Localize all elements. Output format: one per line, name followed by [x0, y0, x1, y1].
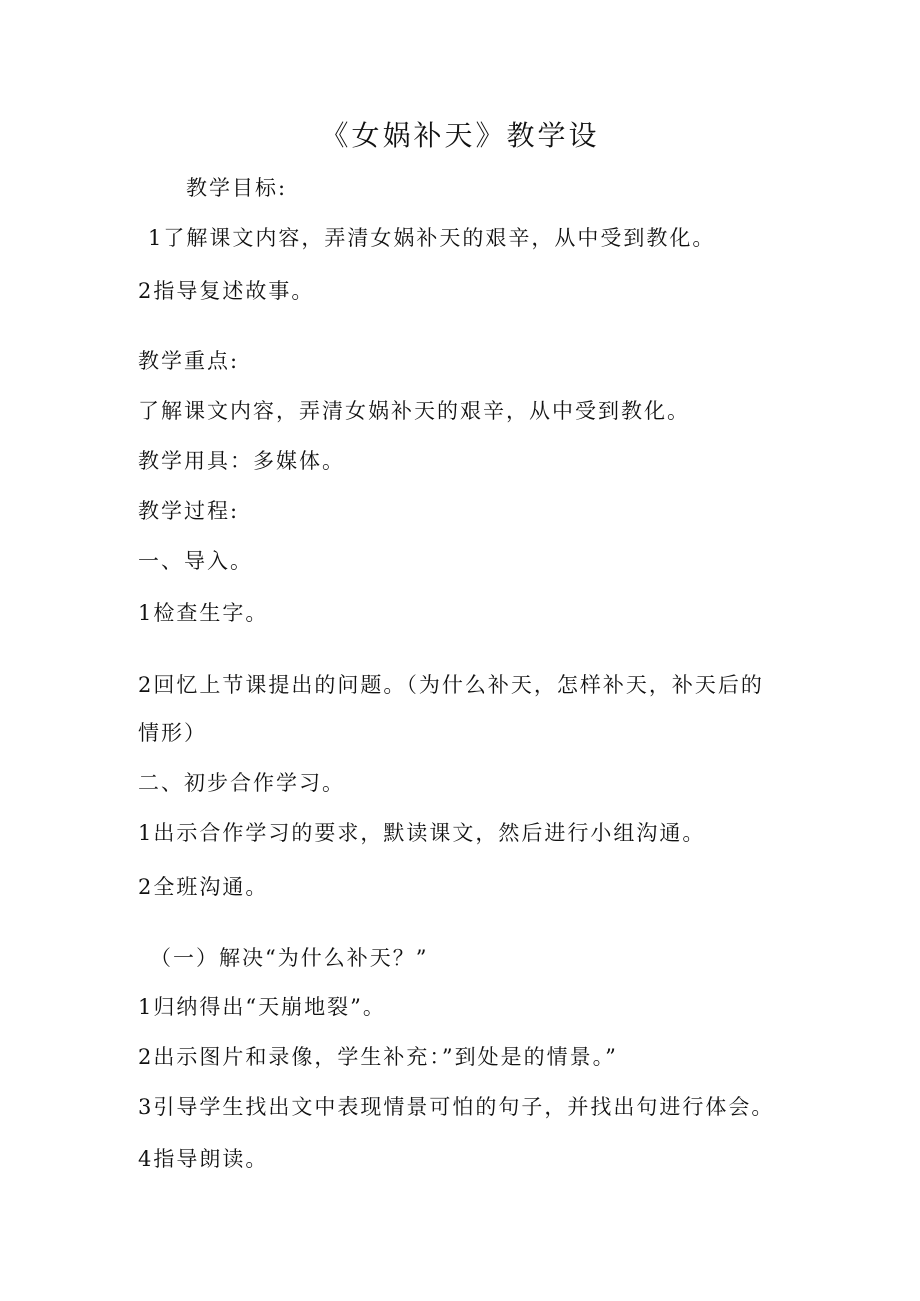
section-intro: 一、导入。 — [138, 549, 253, 573]
why-step-2: 2出示图片和录像，学生补充：”到处是的情景。” — [138, 1045, 618, 1069]
why-step-1: 1归纳得出“天崩地裂”。 — [138, 995, 386, 1019]
heading-key-points: 教学重点: — [138, 349, 240, 373]
intro-step-2-cont: 情形） — [138, 721, 207, 745]
objective-1: 1了解课文内容，弄清女娲补天的艰辛，从中受到教化。 — [148, 226, 716, 250]
section-cooperative: 二、初步合作学习。 — [138, 771, 345, 795]
heading-process: 教学过程: — [138, 499, 240, 523]
intro-step-2: 2回忆上节课提出的问题。（为什么补天，怎样补天，补天后的 — [138, 673, 764, 697]
objective-2: 2指导复述故事。 — [138, 279, 315, 303]
key-point-text: 了解课文内容，弄清女娲补天的艰辛，从中受到教化。 — [138, 399, 690, 423]
coop-step-1: 1出示合作学习的要求，默读课文，然后进行小组沟通。 — [138, 821, 706, 845]
intro-step-1: 1检查生字。 — [138, 601, 269, 625]
subsection-why: （一）解决“为什么补天？” — [150, 946, 429, 970]
teaching-tools: 教学用具：多媒体。 — [138, 449, 345, 473]
coop-step-2: 2全班沟通。 — [138, 875, 269, 899]
heading-objectives: 教学目标: — [186, 176, 288, 200]
document-title: 《女娲补天》教学设 — [320, 119, 600, 152]
why-step-4: 4指导朗读。 — [138, 1147, 269, 1171]
why-step-3: 3引导学生找出文中表现情景可怕的句子，并找出句进行体会。 — [138, 1095, 775, 1119]
